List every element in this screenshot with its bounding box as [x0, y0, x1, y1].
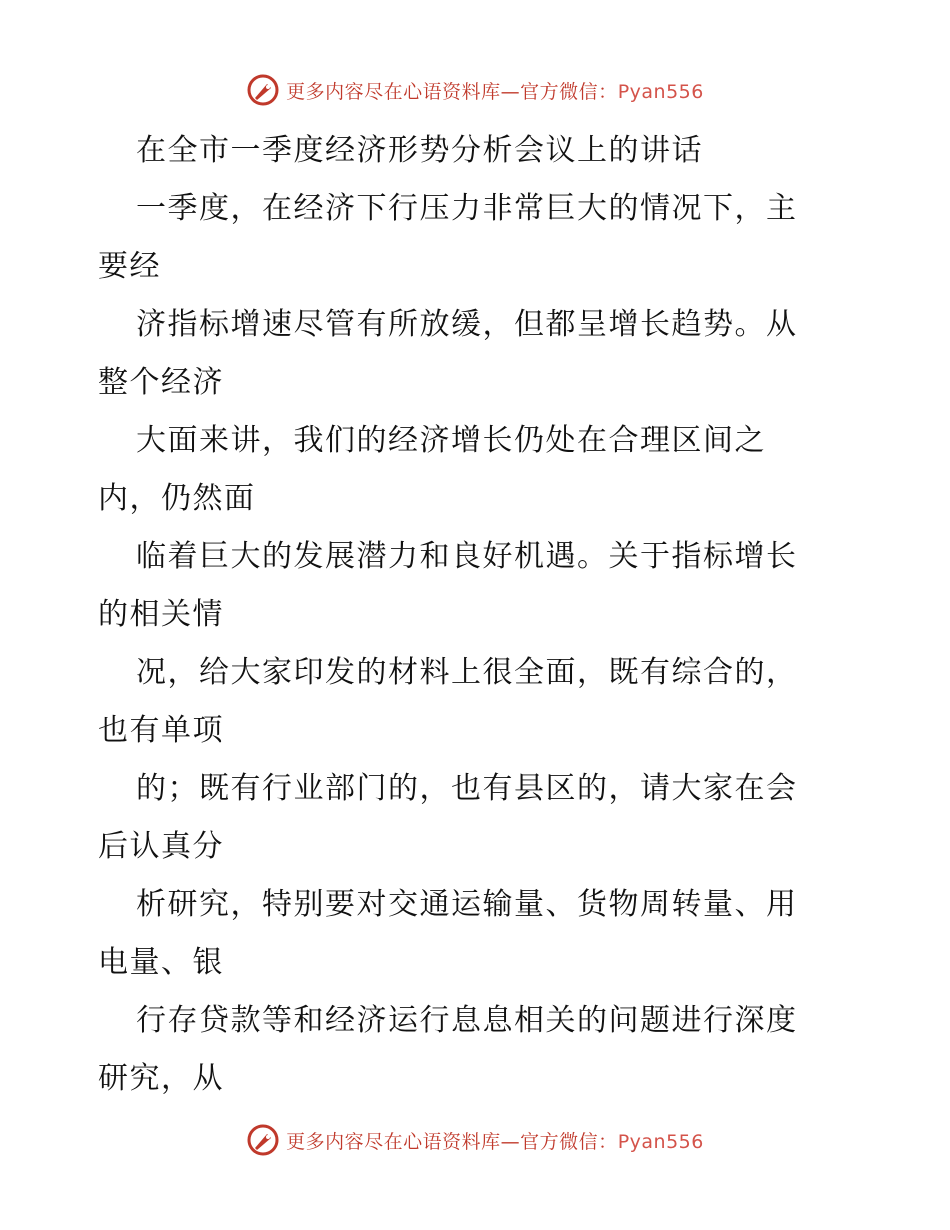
paragraph-line: 的相关情 [98, 597, 224, 632]
watermark-text: 更多内容尽在心语资料库—官方微信：Pyan556 [286, 1130, 704, 1153]
paragraph-line: 大面来讲，我们的经济增长仍处在合理区间之 [136, 423, 766, 458]
pen-nib-logo-icon [246, 73, 280, 107]
paragraph-line: 电量、银 [98, 945, 224, 980]
pen-nib-logo-icon [246, 1123, 280, 1157]
footer-watermark [0, 1120, 950, 1160]
paragraph-line: 要经 [98, 249, 161, 284]
paragraph-line: 况，给大家印发的材料上很全面，既有综合的， [136, 655, 798, 690]
paragraph-line: 一季度，在经济下行压力非常巨大的情况下，主 [136, 191, 798, 226]
paragraph-line: 临着巨大的发展潜力和良好机遇。关于指标增长 [136, 539, 798, 574]
paragraph-line: 济指标增速尽管有所放缓，但都呈增长趋势。从 [136, 307, 798, 342]
paragraph-line: 析研究，特别要对交通运输量、货物周转量、用 [136, 887, 798, 922]
paragraph-line: 后认真分 [98, 829, 224, 864]
paragraph-line: 内，仍然面 [98, 481, 256, 516]
document-title: 在全市一季度经济形势分析会议上的讲话 [136, 133, 703, 168]
watermark-text: 更多内容尽在心语资料库—官方微信：Pyan556 [286, 80, 704, 103]
paragraph-line: 的；既有行业部门的，也有县区的，请大家在会 [136, 771, 798, 806]
paragraph-line: 整个经济 [98, 365, 224, 400]
paragraph-line: 也有单项 [98, 713, 224, 748]
paragraph-line: 行存贷款等和经济运行息息相关的问题进行深度 [136, 1003, 798, 1038]
header-watermark [0, 70, 950, 110]
document-body [98, 122, 858, 1108]
paragraph-line: 研究，从 [98, 1061, 224, 1096]
